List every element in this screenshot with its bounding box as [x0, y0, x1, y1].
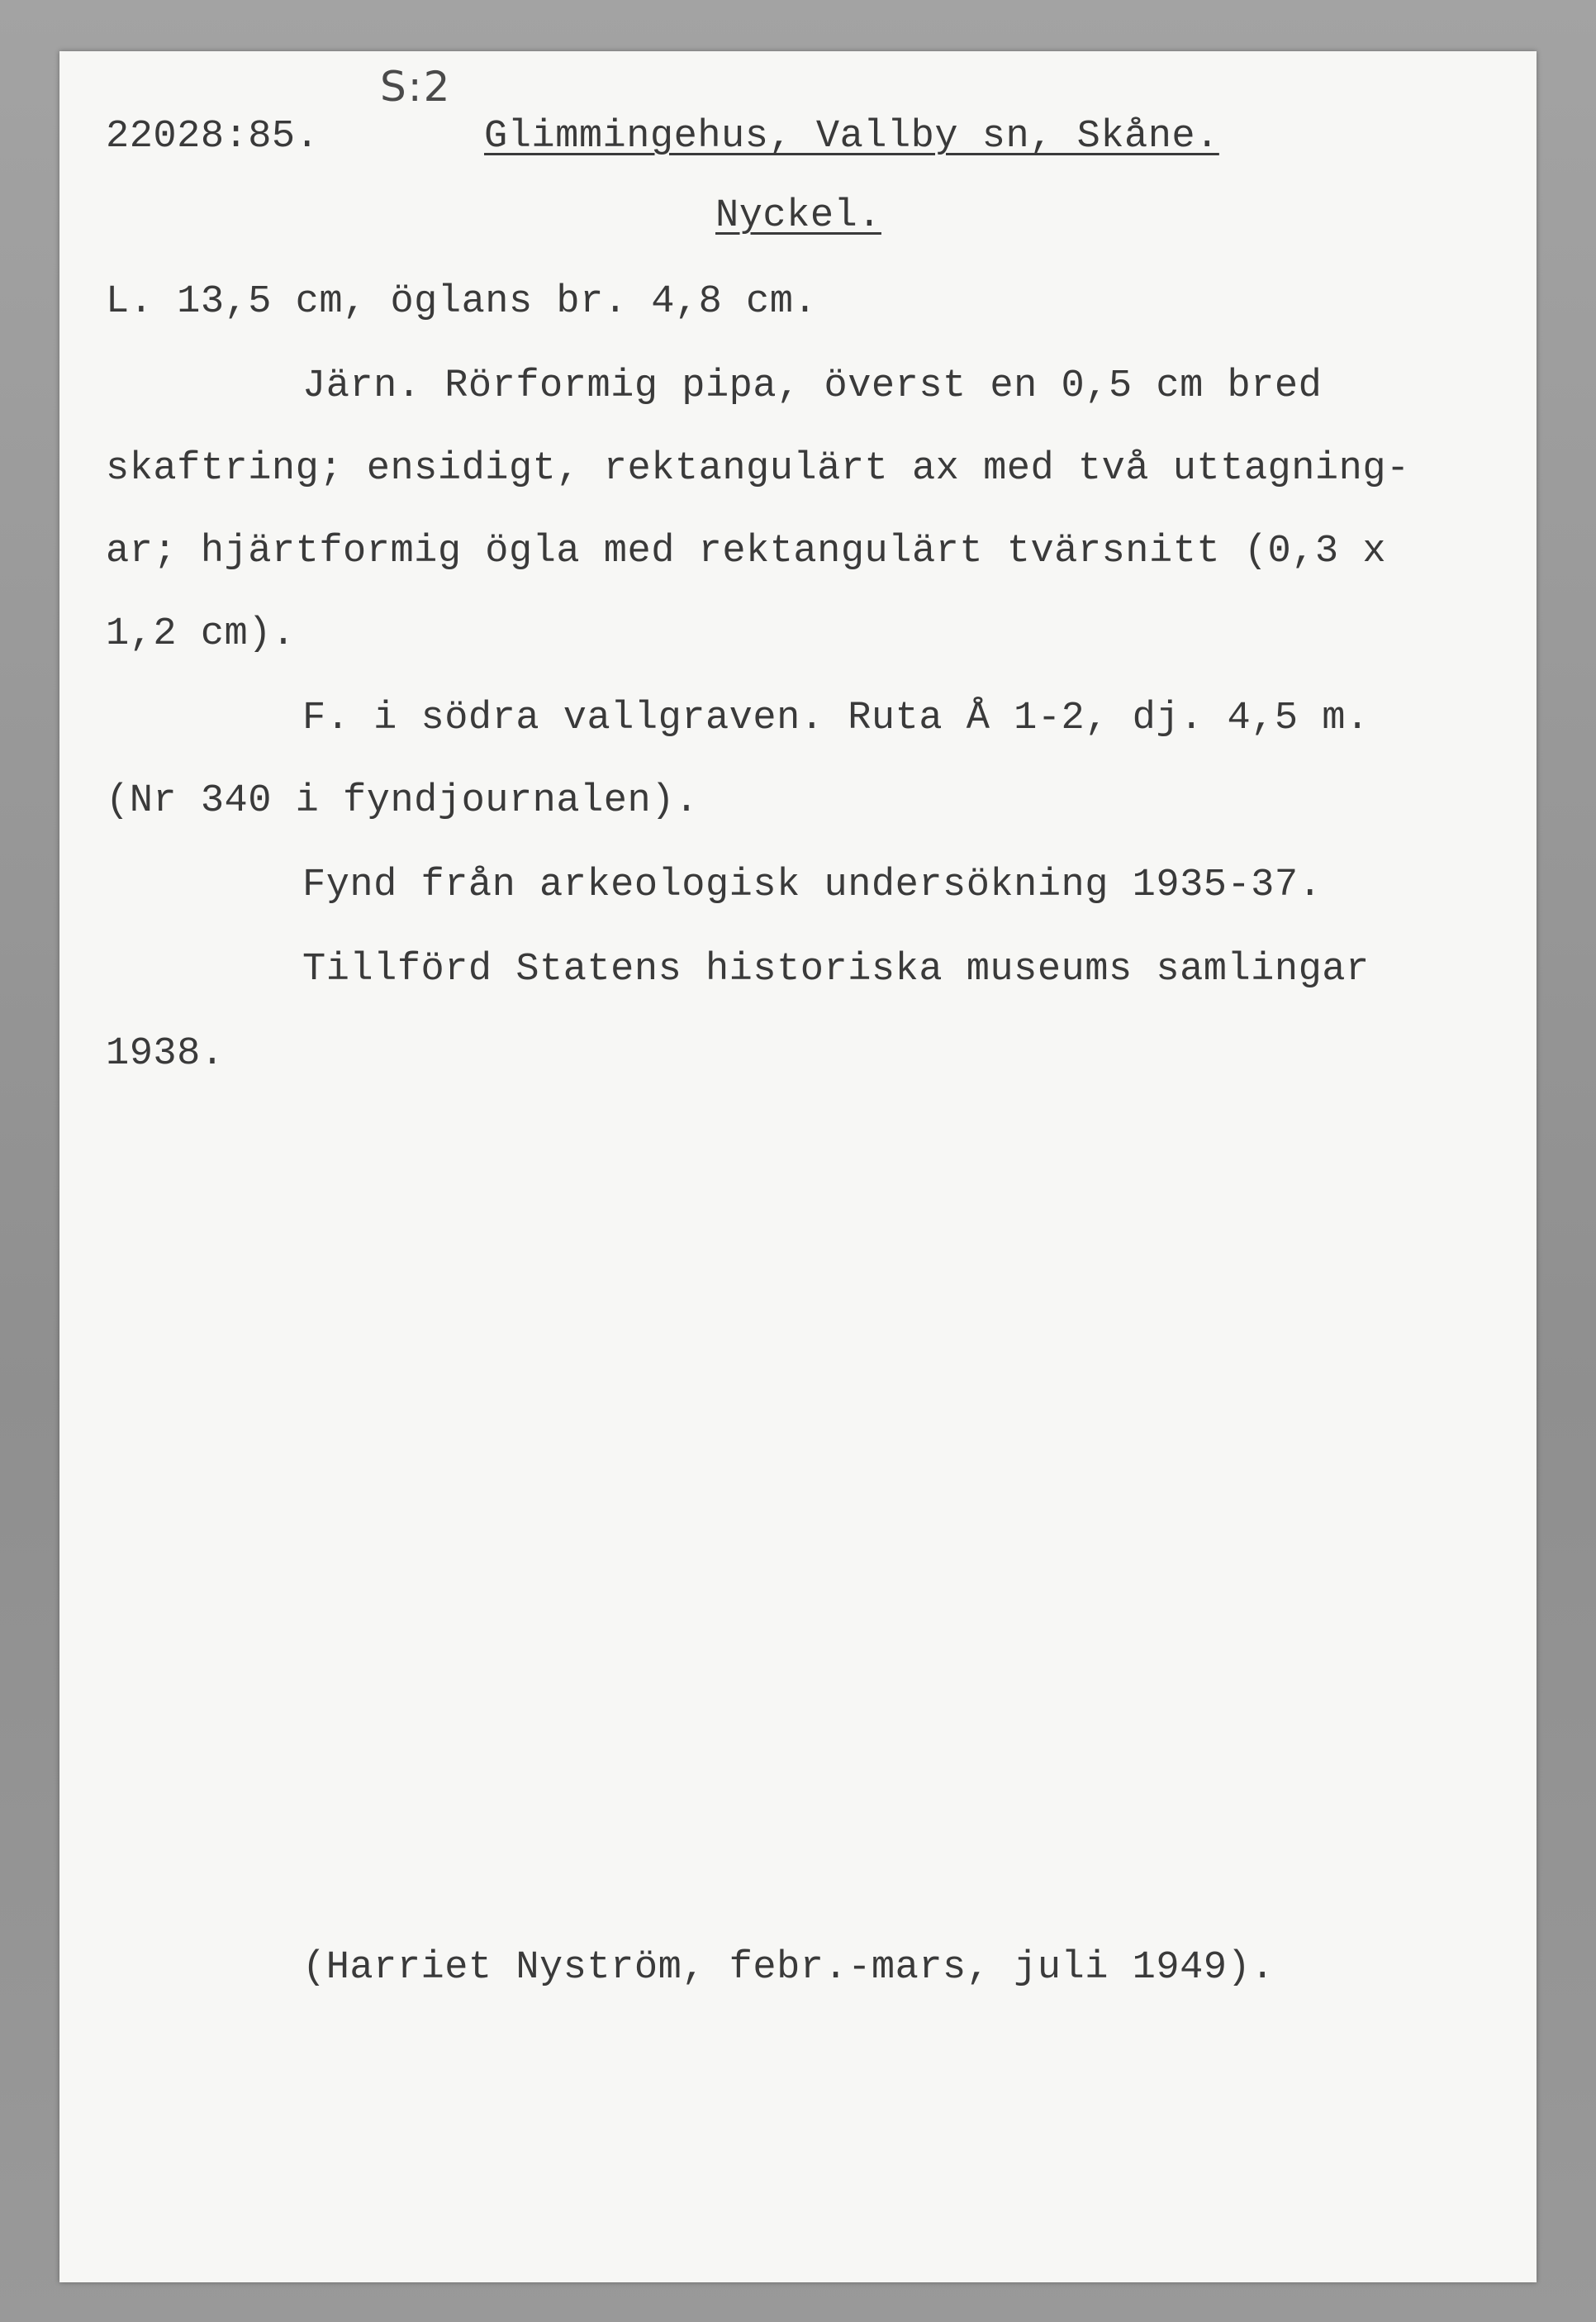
accession-line-2: 1938. [106, 1032, 225, 1076]
author-note: (Harriet Nyström, febr.-mars, juli 1949). [302, 1946, 1275, 1990]
measurements: L. 13,5 cm, öglans br. 4,8 cm. [106, 280, 818, 324]
find-line-2: (Nr 340 i fyndjournalen). [106, 779, 699, 823]
description-line-2: skaftring; ensidigt, rektangulärt ax med två uttagning- [106, 447, 1410, 491]
object-title: Nyckel. [715, 194, 881, 238]
excavation-note: Fynd från arkeologisk undersökning 1935-37. [302, 864, 1323, 907]
description-line-4: 1,2 cm). [106, 612, 296, 656]
catalog-number: 22028:85. [106, 115, 320, 159]
description-line-1: Järn. Rörformig pipa, överst en 0,5 cm bred [302, 364, 1323, 408]
accession-line-1: Tillförd Statens historiska museums samlingar [302, 948, 1370, 992]
find-line-1: F. i södra vallgraven. Ruta Å 1-2, dj. 4,5 m. [302, 697, 1370, 740]
handwritten-reference: S:2 [380, 63, 452, 111]
description-line-3: ar; hjärtformig ögla med rektangulärt tvärsnitt (0,3 x [106, 530, 1387, 573]
catalog-card [59, 51, 1537, 2282]
location: Glimmingehus, Vallby sn, Skåne. [484, 115, 1219, 159]
